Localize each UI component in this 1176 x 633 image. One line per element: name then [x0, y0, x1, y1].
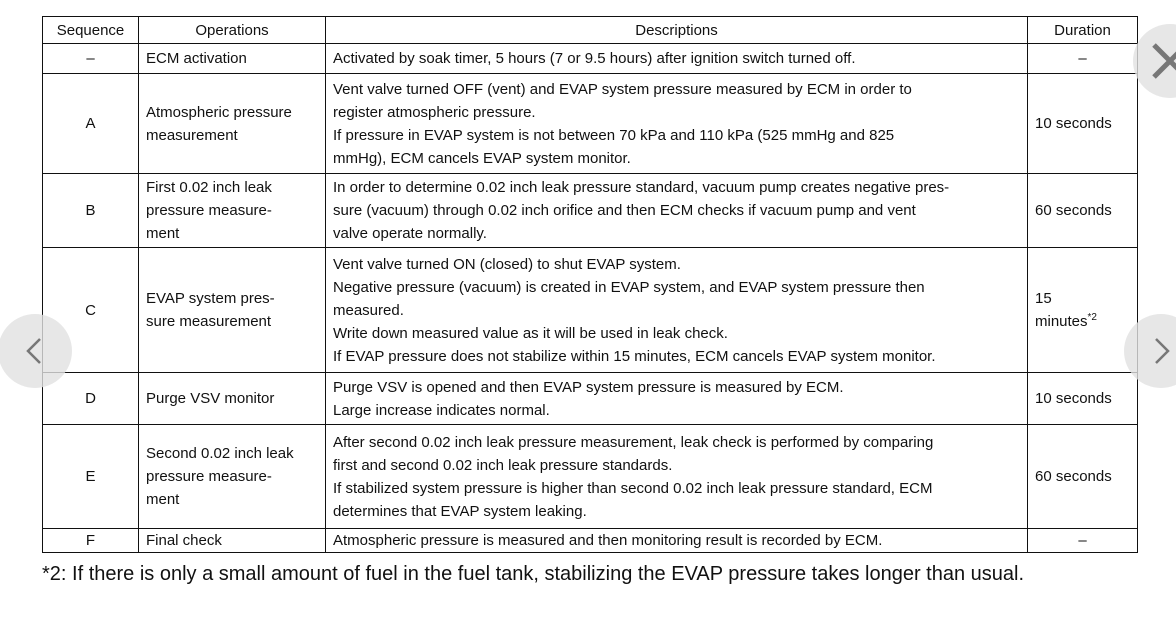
table-row	[43, 248, 1138, 373]
duration-line	[1035, 310, 1130, 333]
operation-line: pressure measure-	[146, 468, 272, 485]
operation-line: measurement	[146, 126, 238, 144]
description-line: If stabilized system pressure is higher than second 0.02 inch leak pressure standard, ECM	[333, 479, 933, 497]
table-row	[43, 174, 1138, 248]
header-descriptions: Descriptions	[326, 17, 1028, 44]
operation-line: First 0.02 inch leak	[146, 179, 272, 196]
description-line: Vent valve turned OFF (vent) and EVAP system pressure measured by ECM in order to	[333, 80, 912, 98]
description-cell	[326, 373, 1028, 425]
table-row	[43, 425, 1138, 529]
description-line: sure (vacuum) through 0.02 inch orifice and then ECM checks if vacuum pump and vent	[333, 202, 916, 219]
close-icon	[1148, 39, 1176, 83]
table-row	[43, 44, 1138, 74]
operation-cell	[139, 174, 326, 248]
operation-line: ment	[146, 491, 180, 508]
description-line: If pressure in EVAP system is not between 70 kPa and 110 kPa (525 mmHg and 825	[333, 126, 895, 144]
duration-text: 60 seconds	[1035, 202, 1112, 219]
table-header-row	[43, 17, 1138, 44]
description-line: Write down measured value as it will be used in leak check.	[333, 324, 728, 342]
description-line: In order to determine 0.02 inch leak pressure standard, vacuum pump creates negative pres-	[333, 179, 950, 196]
operation-line: Atmospheric pressure	[146, 103, 292, 121]
description-line: Vent valve turned ON (closed) to shut EVAP system.	[333, 255, 681, 273]
description-cell	[326, 74, 1028, 174]
footnote: *2: If there is only a small amount of fuel in the fuel tank, stabilizing the EVAP pressure takes longer than usual.	[42, 563, 1025, 585]
operation-line: Purge VSV monitor	[146, 390, 275, 407]
description-line: measured.	[333, 301, 404, 319]
sequence-cell: B	[43, 174, 139, 248]
description-line: Purge VSV is opened and then EVAP system pressure is measured by ECM.	[333, 378, 844, 396]
description-cell	[326, 174, 1028, 248]
sequence-cell: C	[43, 248, 139, 373]
duration-text: –	[1078, 532, 1087, 549]
description-line: first and second 0.02 inch leak pressure standards.	[333, 456, 673, 474]
description-line: Activated by soak timer, 5 hours (7 or 9.5 hours) after ignition switch turned off.	[333, 50, 856, 67]
table-row	[43, 529, 1138, 553]
description-line: Atmospheric pressure is measured and then monitoring result is recorded by ECM.	[333, 532, 883, 549]
duration-line	[1035, 287, 1130, 310]
operation-line: sure measurement	[146, 313, 272, 330]
duration-cell	[1028, 425, 1138, 529]
sequence-cell: A	[43, 74, 139, 174]
operation-line: ECM activation	[146, 50, 247, 67]
operation-cell	[139, 248, 326, 373]
duration-text: 60 seconds	[1035, 468, 1112, 485]
operation-cell	[139, 425, 326, 529]
table-row	[43, 74, 1138, 174]
chevron-left-icon	[20, 336, 50, 366]
table-row	[43, 373, 1138, 425]
duration-line	[1035, 112, 1130, 135]
description-cell	[326, 529, 1028, 553]
duration-cell	[1028, 373, 1138, 425]
operation-cell	[139, 74, 326, 174]
description-line: If EVAP pressure does not stabilize within 15 minutes, ECM cancels EVAP system monitor.	[333, 347, 936, 365]
operation-line: EVAP system pres-	[146, 290, 275, 307]
duration-text: 10 seconds	[1035, 390, 1112, 407]
duration-cell	[1028, 529, 1138, 553]
chevron-right-icon	[1146, 336, 1176, 366]
description-cell	[326, 44, 1028, 74]
duration-cell	[1028, 44, 1138, 74]
operation-line: pressure measure-	[146, 202, 272, 219]
duration-line	[1035, 47, 1130, 70]
duration-line	[1035, 529, 1130, 552]
description-line: mmHg), ECM cancels EVAP system monitor.	[333, 149, 631, 167]
description-line: register atmospheric pressure.	[333, 103, 536, 121]
description-line: valve operate normally.	[333, 225, 487, 242]
duration-line	[1035, 199, 1130, 222]
footnote-ref: *2	[1087, 312, 1097, 323]
sequence-cell: D	[43, 373, 139, 425]
sequence-cell: E	[43, 425, 139, 529]
duration-cell	[1028, 248, 1138, 373]
description-cell	[326, 425, 1028, 529]
duration-cell	[1028, 74, 1138, 174]
sequence-cell: F	[43, 529, 139, 553]
operation-cell	[139, 373, 326, 425]
duration-line	[1035, 387, 1130, 410]
duration-text: 10 seconds	[1035, 115, 1112, 132]
operation-line: Second 0.02 inch leak	[146, 445, 294, 462]
close-button[interactable]	[1133, 24, 1176, 98]
header-sequence: Sequence	[43, 17, 139, 44]
operation-cell	[139, 529, 326, 553]
operation-cell	[139, 44, 326, 74]
previous-button[interactable]	[0, 314, 72, 388]
duration-text: 15	[1035, 290, 1052, 307]
description-line: Negative pressure (vacuum) is created in EVAP system, and EVAP system pressure then	[333, 278, 925, 296]
description-line: determines that EVAP system leaking.	[333, 502, 587, 520]
operation-line: ment	[146, 225, 180, 242]
description-line: After second 0.02 inch leak pressure measurement, leak check is performed by comparing	[333, 433, 934, 451]
header-operations: Operations	[139, 17, 326, 44]
description-line: Large increase indicates normal.	[333, 401, 550, 419]
duration-cell	[1028, 174, 1138, 248]
duration-text: minutes	[1035, 313, 1088, 330]
description-cell	[326, 248, 1028, 373]
duration-line	[1035, 465, 1130, 488]
duration-text: –	[1078, 50, 1087, 67]
sequence-cell: –	[43, 44, 139, 74]
operation-line: Final check	[146, 532, 222, 549]
header-duration: Duration	[1028, 17, 1138, 44]
evap-monitor-table	[42, 16, 1138, 553]
